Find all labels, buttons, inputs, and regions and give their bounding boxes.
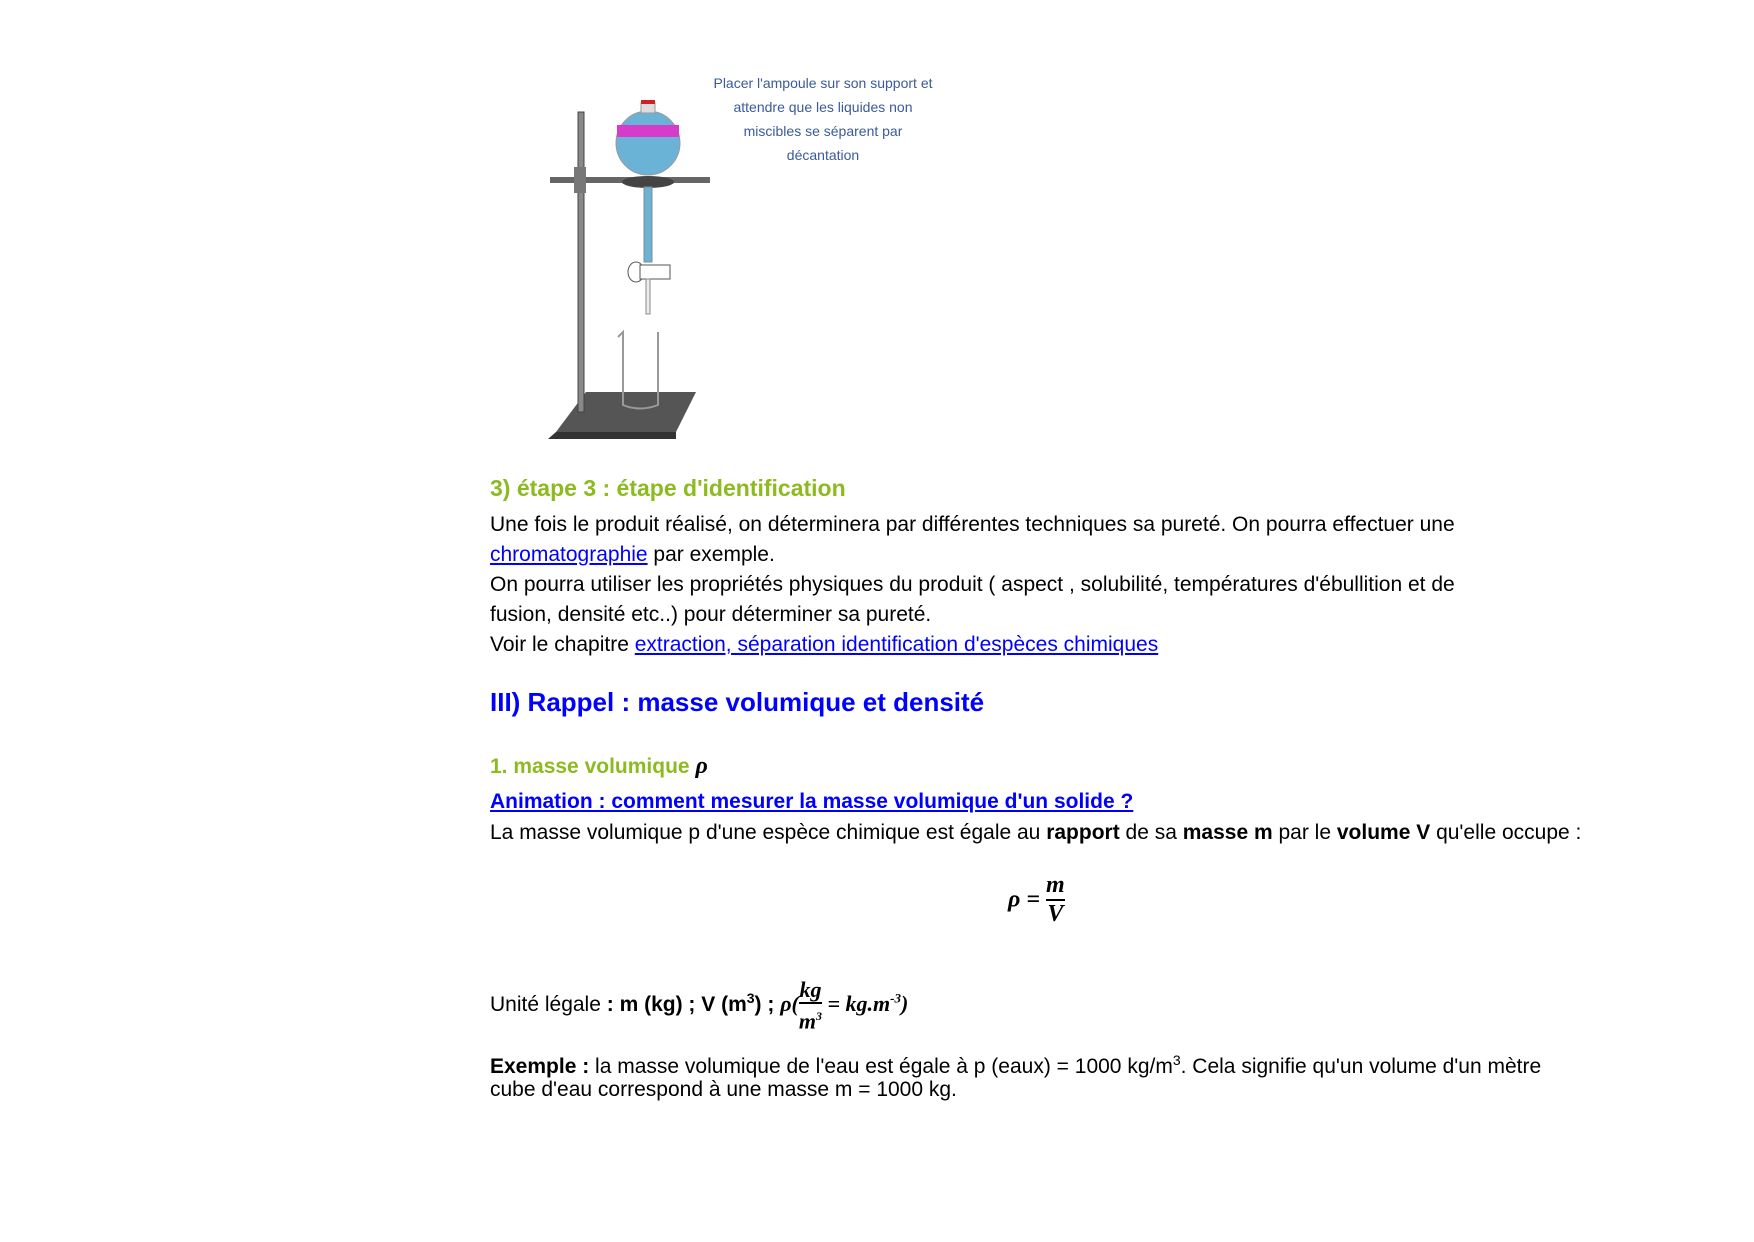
rho-symbol: ρ bbox=[695, 753, 708, 779]
density-formula: ρ = $\frac{m}{V}$ bbox=[1008, 872, 1065, 927]
definition-text: La masse volumique p d'une espèce chimique est égale au rapport de sa masse m par le volume V qu'elle occupe : bbox=[490, 821, 1582, 844]
step3-line3: On pourra utiliser les propriétés physiques du produit ( aspect , solubilité, températures d'ébullition et de bbox=[490, 573, 1455, 596]
step3-line5 bbox=[490, 630, 1158, 660]
step3-line1: Une fois le produit réalisé, on déterminera par différentes techniques sa pureté. On pourra effectuer une bbox=[490, 513, 1455, 536]
chromatography-link[interactable]: chromatographie bbox=[490, 543, 648, 566]
animation-link[interactable]: Animation : comment mesurer la masse volumique d'un solide ? bbox=[490, 790, 1134, 813]
example-line2: cube d'eau correspond à une masse m = 1000 kg. bbox=[490, 1078, 957, 1101]
animation-link-row bbox=[490, 787, 1133, 817]
illustration-caption: Placer l'ampoule sur son support et attendre que les liquides non miscibles se séparent par décantation bbox=[713, 75, 933, 163]
separatory-funnel-illustration bbox=[528, 67, 948, 442]
step3-line2 bbox=[490, 540, 775, 570]
step3-line4: fusion, densité etc..) pour déterminer sa pureté. bbox=[490, 603, 932, 626]
units-line: Unité légale : m (kg) ; V $(m^3)$ ; ρ( $\frac{kg}{m^3}$ = $kg.m^{-3}$) bbox=[490, 977, 909, 1034]
step3-line5-text: Voir le chapitre bbox=[490, 633, 635, 656]
subsection-heading bbox=[490, 751, 708, 782]
step3-heading: 3) étape 3 : étape d'identification bbox=[490, 475, 846, 501]
step3-line2-text: par exemple. bbox=[647, 543, 775, 566]
example-line1: Exemple : la masse volumique de l'eau est égale à p (eaux) = 1000 $kg/m^3$. Cela signifie qu'un volume d'un mètre bbox=[490, 1052, 1542, 1078]
chapter-link[interactable]: extraction, séparation identification d'espèces chimiques bbox=[634, 633, 1159, 656]
subsection-title: 1. masse volumique bbox=[490, 755, 690, 778]
section-heading: III) Rappel : masse volumique et densité bbox=[490, 687, 985, 717]
